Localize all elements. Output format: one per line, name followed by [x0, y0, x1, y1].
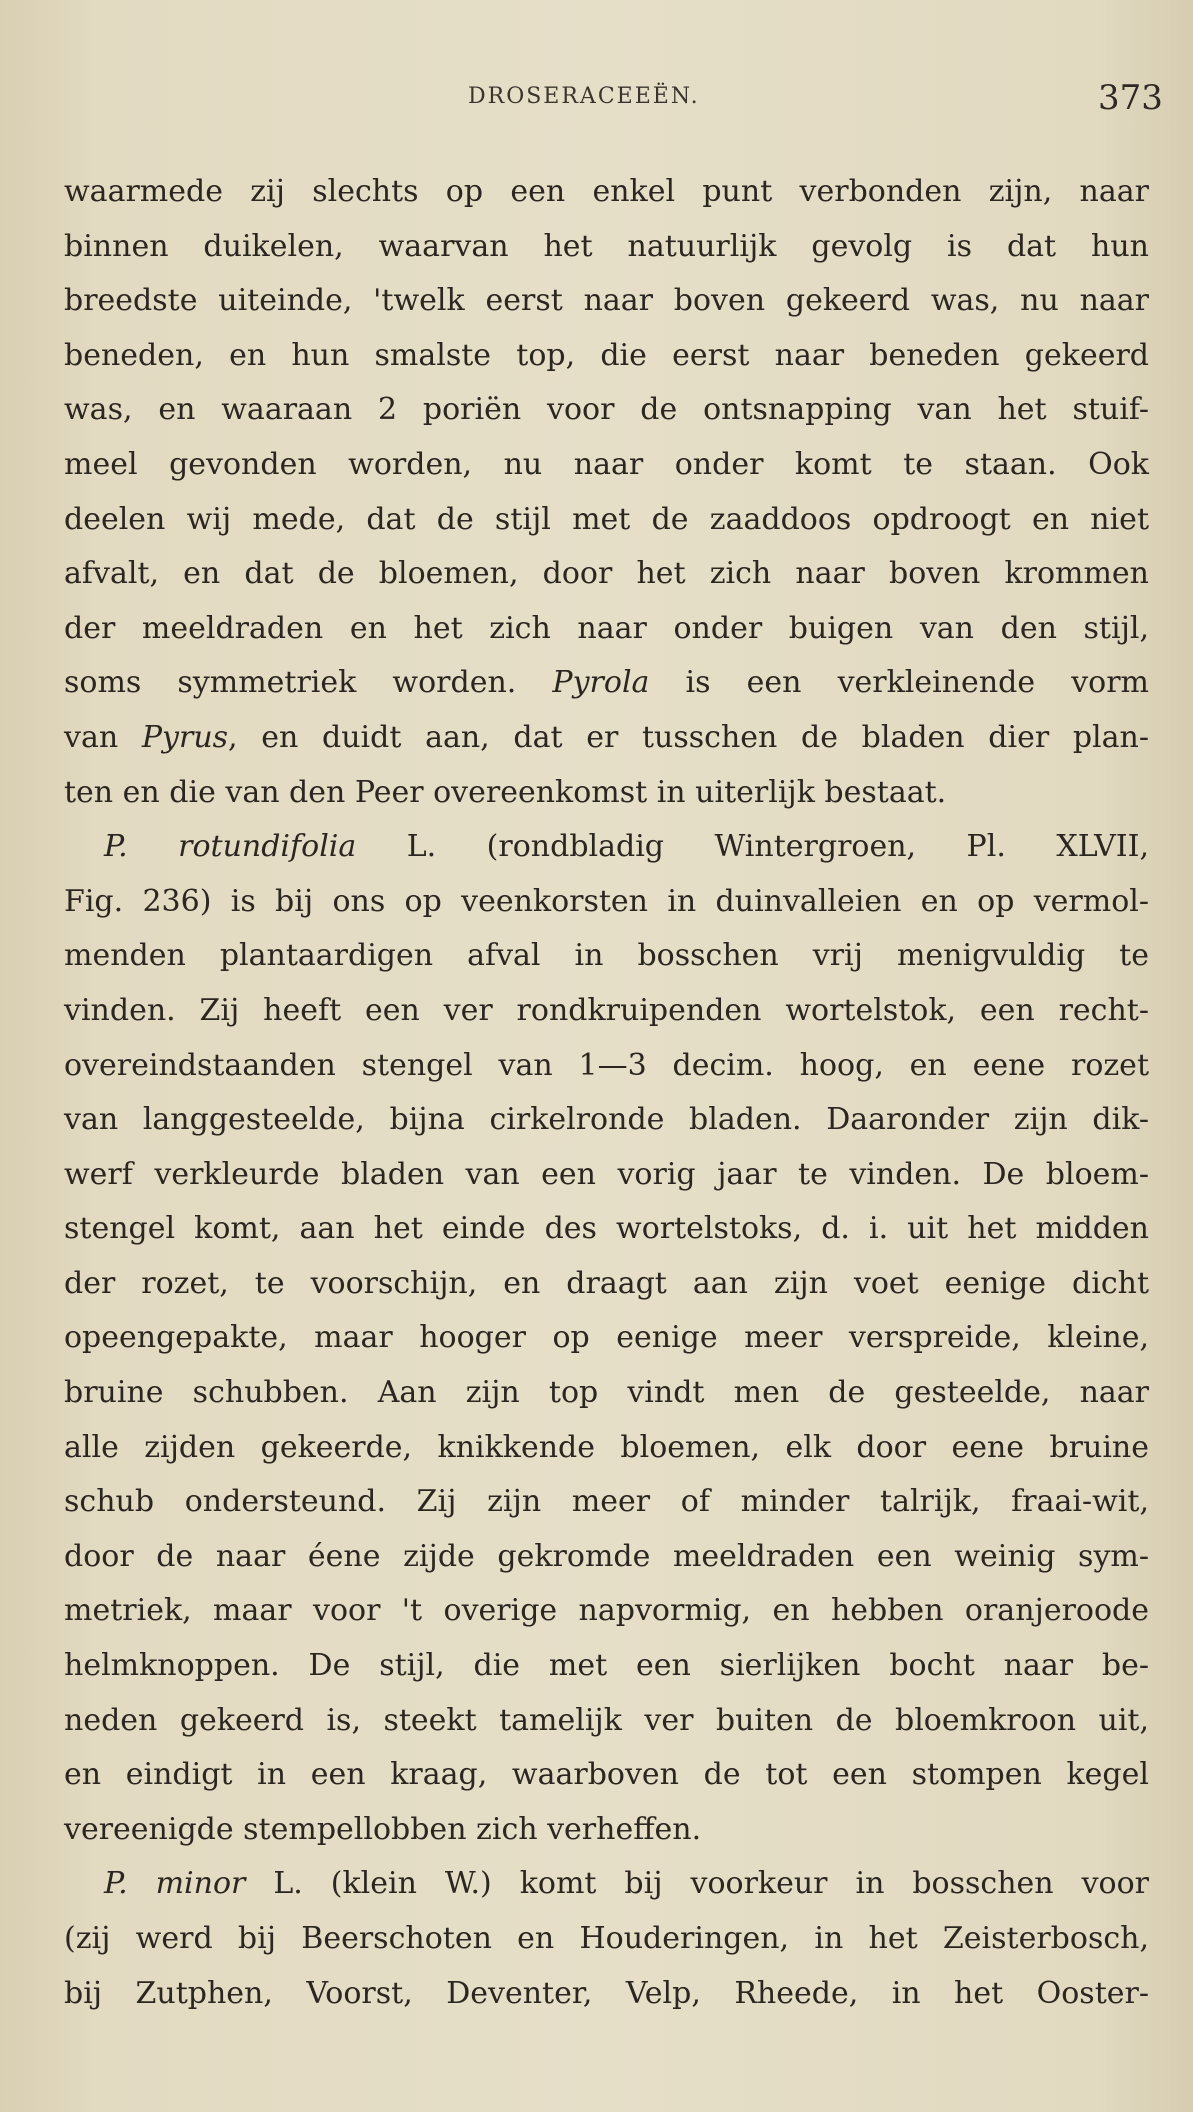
text-line: helmknoppen. De stijl, die met een sierlijken bocht naar be- [64, 1648, 1149, 1684]
genus-name: Pyrus [141, 719, 229, 755]
text-line: meel gevonden worden, nu naar onder komt te staan. Ook [64, 446, 1149, 482]
text-line: deelen wij mede, dat de stijl met de zaaddoos opdroogt en niet [64, 501, 1149, 537]
species-name: P. rotundifolia [104, 829, 357, 865]
text-line: P. rotundifolia L. (rondbladig Wintergroen, Pl. XLVII, [104, 829, 1149, 865]
text-line: beneden, en hun smalste top, die eerst naar beneden gekeerd [64, 337, 1149, 373]
text-line: binnen duikelen, waarvan het natuurlijk gevolg is dat hun [64, 228, 1149, 264]
text-line: door de naar éene zijde gekromde meeldraden een weinig sym- [64, 1538, 1149, 1574]
body-text [64, 165, 1149, 2021]
text-line: van langgesteelde, bijna cirkelronde bladen. Daaronder zijn dik- [64, 1102, 1149, 1138]
text-line: vereenigde stempellobben zich verheffen. [64, 1811, 702, 1847]
page-header [0, 78, 1193, 118]
text-line: (zij werd bij Beerschoten en Houderingen, in het Zeisterbosch, [64, 1921, 1149, 1956]
text-line: alle zijden gekeerde, knikkende bloemen, elk door eene bruine [64, 1429, 1149, 1465]
text-line: metriek, maar voor 't overige napvormig, en hebben oranjeroode [64, 1593, 1149, 1629]
text-line: en eindigt in een kraag, waarboven de tot een stompen kegel [64, 1757, 1149, 1793]
text-line: P. minor L. (klein W.) komt bij voorkeur in bosschen voor [104, 1866, 1149, 1902]
text-line: opeengepakte, maar hooger op eenige meer verspreide, kleine, [64, 1320, 1149, 1356]
text-line: stengel komt, aan het einde des wortelstoks, d. i. uit het midden [64, 1211, 1149, 1247]
text-line: waarmede zij slechts op een enkel punt verbonden zijn, naar [64, 174, 1149, 209]
page-number: 373 [1098, 78, 1163, 118]
text-line: werf verkleurde bladen van een vorig jaar te vinden. De bloem- [64, 1156, 1149, 1192]
species-name: P. minor [104, 1866, 246, 1902]
text-line: was, en waaraan 2 poriën voor de ontsnapping van het stuif- [64, 392, 1149, 428]
running-head: DROSERACEEËN. [468, 84, 700, 109]
text-line: vinden. Zij heeft een ver rondkruipenden wortelstok, een recht- [64, 992, 1149, 1028]
genus-name: Pyrola [552, 665, 650, 701]
text-line: breedste uiteinde, 'twelk eerst naar boven gekeerd was, nu naar [64, 283, 1149, 319]
text-line: overeindstaanden stengel van 1—3 decim. hoog, en eene rozet [64, 1047, 1149, 1083]
text-line: bij Zutphen, Voorst, Deventer, Velp, Rheede, in het Ooster- [64, 1975, 1149, 2011]
text-line: der rozet, te voorschijn, en draagt aan zijn voet eenige dicht [64, 1265, 1149, 1301]
text-line: bruine schubben. Aan zijn top vindt men de gesteelde, naar [64, 1375, 1149, 1411]
text-line: schub ondersteund. Zij zijn meer of minder talrijk, fraai-wit, [64, 1484, 1149, 1520]
text-line: menden plantaardigen afval in bosschen vrij menigvuldig te [64, 938, 1149, 974]
text-line: afvalt, en dat de bloemen, door het zich naar boven krommen [64, 556, 1149, 592]
text-line: ten en die van den Peer overeenkomst in uiterlijk bestaat. [64, 774, 947, 810]
text-line: der meeldraden en het zich naar onder buigen van den stijl, [64, 610, 1149, 646]
text-line: Fig. 236) is bij ons op veenkorsten in duinvalleien en op vermol- [64, 883, 1149, 919]
text-line: soms symmetriek worden. Pyrola is een verkleinende vorm [64, 665, 1149, 701]
text-line: van Pyrus, en duidt aan, dat er tusschen de bladen dier plan- [64, 719, 1149, 755]
text-line: neden gekeerd is, steekt tamelijk ver buiten de bloemkroon uit, [64, 1702, 1149, 1738]
